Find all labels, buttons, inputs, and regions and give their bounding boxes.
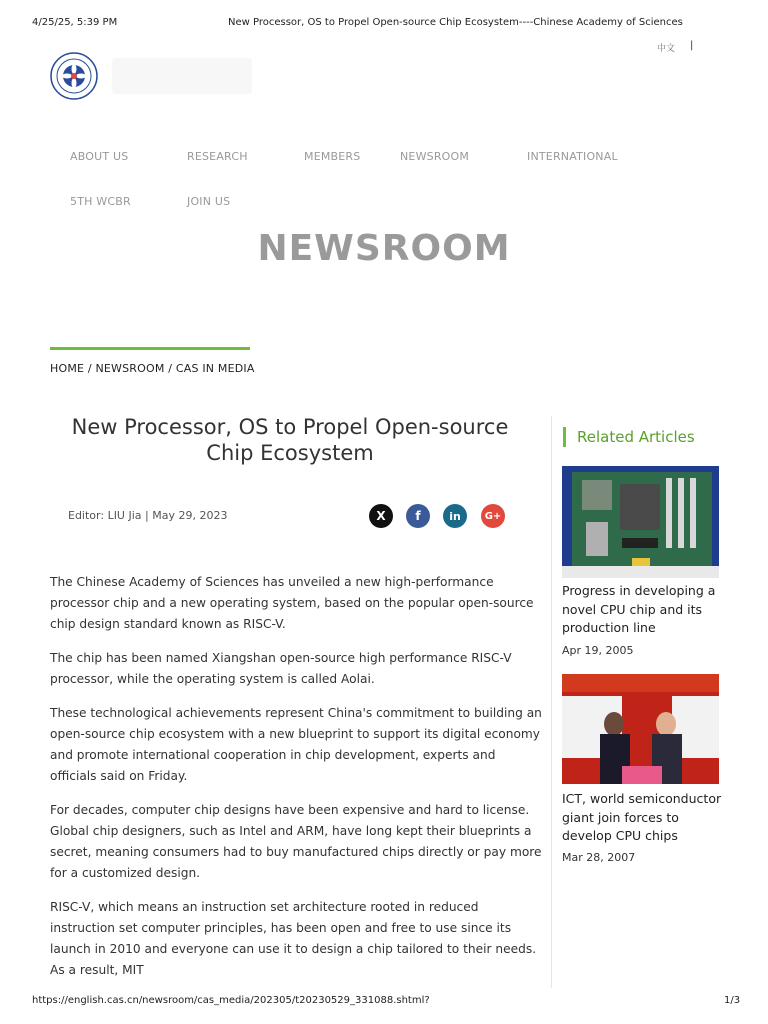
section-title: NEWSROOM [257,228,511,269]
nav-item-international[interactable]: INTERNATIONAL [527,150,618,163]
language-switch-link[interactable]: 中文 [657,44,676,54]
breadcrumb-accent-bar [50,347,250,350]
article-meta: Editor: LIU Jia | May 29, 2023 [68,509,228,522]
nav-item-about-us[interactable]: ABOUT US [70,150,129,163]
print-url: https://english.cas.cn/newsroom/cas_media/202305/t20230529_331088.shtml? [32,995,430,1006]
x-icon: X [376,509,386,523]
print-page-title: New Processor, OS to Propel Open-source Chip Ecosystem----Chinese Academy of Sciences [228,17,683,28]
google-plus-icon: G+ [484,510,502,522]
share-x-button[interactable] [369,504,393,528]
related-article-date: Mar 28, 2007 [562,851,636,864]
nav-item-join-us[interactable]: JOIN US [187,195,231,208]
article-paragraph: The Chinese Academy of Sciences has unveiled a new high-performance processor chip and a new operating system, based on the popular open-source chip design standard known as RISC-V. [50,575,534,631]
facebook-icon: f [415,509,421,523]
sidebar-divider [551,416,552,988]
related-article-title-link[interactable]: ICT, world semiconductor giant join forces to develop CPU chips [562,791,722,843]
share-linkedin-button[interactable] [443,504,467,528]
breadcrumb[interactable]: HOME / NEWSROOM / CAS IN MEDIA [50,362,255,375]
article-paragraph: For decades, computer chip designs have been expensive and hard to license. Global chip designers, such as Intel and ARM, have long kept their blueprints a secret, meaning consumers had to buy manufactured chips directly or pay more for a customized design. [50,803,542,880]
article-body [50,572,542,994]
share-facebook-button[interactable] [406,504,430,528]
linkedin-icon: in [449,509,461,523]
related-article-thumbnail[interactable] [562,466,719,578]
related-article-date: Apr 19, 2005 [562,644,634,657]
nav-item-5th-wcbr[interactable]: 5TH WCBR [70,195,131,208]
share-google-plus-button[interactable] [481,504,505,528]
article-title: New Processor, OS to Propel Open-source Chip Ecosystem [71,415,509,465]
header-separator: | [690,40,694,51]
print-page-number: 1/3 [724,995,741,1006]
article-paragraph: RISC-V, which means an instruction set architecture rooted in reduced instruction set computer principles, has been open and free to use since its launch in 2010 and everyone can use it to design a chip tailored to their needs. As a result, MIT [50,900,537,977]
related-article-title-link[interactable]: Progress in developing a novel CPU chip and its production line [562,583,716,635]
related-articles-heading: Related Articles [563,427,695,447]
logo-wordmark [112,58,252,94]
related-article-thumbnail[interactable] [562,674,719,784]
print-datetime: 4/25/25, 5:39 PM [32,17,118,28]
cas-logo-icon[interactable] [50,52,98,100]
article-paragraph: The chip has been named Xiangshan open-source high performance RISC-V processor, while the operating system is called Aolai. [50,651,512,686]
article-paragraph: These technological achievements represent China's commitment to building an open-source chip ecosystem with a new blueprint to support its digital economy and promote international cooperation in chip development, experts and officials said on Friday. [50,706,542,783]
nav-item-members[interactable]: MEMBERS [304,150,361,163]
nav-item-research[interactable]: RESEARCH [187,150,248,163]
nav-item-newsroom[interactable]: NEWSROOM [400,150,470,163]
